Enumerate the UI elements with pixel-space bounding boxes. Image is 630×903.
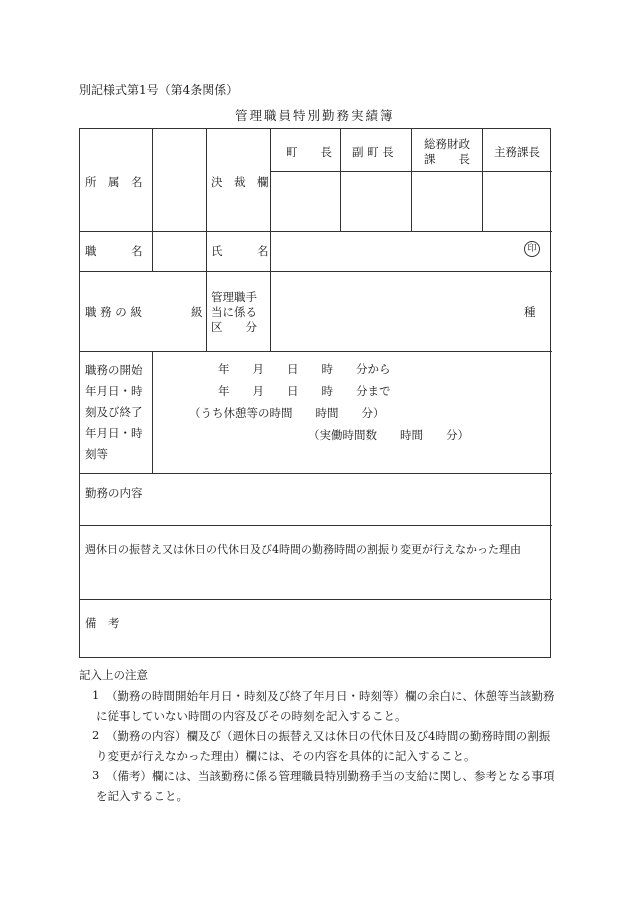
allowance-label-line3: 区 分 [211,320,257,334]
note-1-line1: （勤務の時間開始年月日・時刻及び終了年月日・時刻等）欄の余白に、休憩等当該勤務 [106,689,555,703]
col-divider [482,129,483,231]
note-2-line1: （勤務の内容）欄及び（週休日の振替え又は休日の代休日及び4時間の勤務時間の割振 [106,729,551,743]
note-2-number: 2 [92,728,100,742]
time-label-line1: 職務の開始 [85,363,143,377]
note-1-number: 1 [92,688,100,702]
time-label-line5: 刻等 [85,447,108,461]
col-divider [206,129,207,351]
note-3-line2: を記入すること。 [96,789,188,803]
approver-finance-line1: 総務財政 [424,137,470,151]
row-divider [80,473,552,474]
approver-main-section: 主務課長 [494,145,540,159]
col-divider [340,129,341,231]
actual-hours-line: （実働時間数 時間 分） [308,428,469,442]
col-divider [152,351,153,473]
affiliation-label: 所 属 名 [85,175,143,189]
note-3-number: 3 [92,768,100,782]
note-1-line2: に従事していない時間の内容及びその時刻を記入すること。 [96,709,407,723]
allowance-label-line1: 管理職手 [211,290,257,304]
row-divider [80,599,552,600]
time-label-line4: 年月日・時 [85,426,143,440]
page-title: 管理職員特別勤務実績簿 [235,108,395,123]
allowance-label-line2: 当に係る [211,305,257,319]
grade-unit: 級 [191,305,203,319]
time-start-line: 年 月 日 時 分から [218,362,391,376]
reason-label: 週休日の振替え又は休日の代休日及び4時間の勤務時間の割振り変更が行えなかった理由 [85,543,521,556]
seal-mark [524,241,540,257]
remarks-label: 備 考 [85,616,120,630]
name-label: 氏 名 [211,244,269,258]
time-label-line2: 年月日・時 [85,384,143,398]
seal-text: 印 [527,244,537,254]
form-number: 別記様式第1号（第4条関係） [79,83,239,97]
col-divider [270,129,271,351]
row-divider [80,271,552,272]
time-label-line3: 刻及び終了 [85,405,143,419]
allowance-unit: 種 [524,305,536,319]
col-divider [152,129,153,271]
approval-label: 決 裁 欄 [211,175,269,189]
row-divider [80,351,552,352]
row-divider [80,231,552,232]
approver-town-head: 町 長 [286,145,332,159]
col-divider [411,129,412,231]
position-label: 職 名 [85,244,143,258]
form-table [79,128,551,658]
approver-deputy-head: 副 町 長 [352,145,394,159]
time-end-line: 年 月 日 時 分まで [218,384,391,398]
break-time-line: （うち休憩等の時間 時間 分） [189,406,385,420]
note-3-line1: （備考）欄には、当該勤務に係る管理職員特別勤務手当の支給に関し、参考となる事項 [106,769,555,783]
row-divider [80,525,552,526]
notes-heading: 記入上の注意 [79,668,148,682]
grade-label: 職 務 の 級 [85,305,142,319]
note-2-line2: り変更が行えなかった理由）欄には、その内容を具体的に記入すること。 [96,749,476,763]
approver-finance-line2: 課 長 [424,152,470,166]
duty-content-label: 勤務の内容 [85,486,143,500]
